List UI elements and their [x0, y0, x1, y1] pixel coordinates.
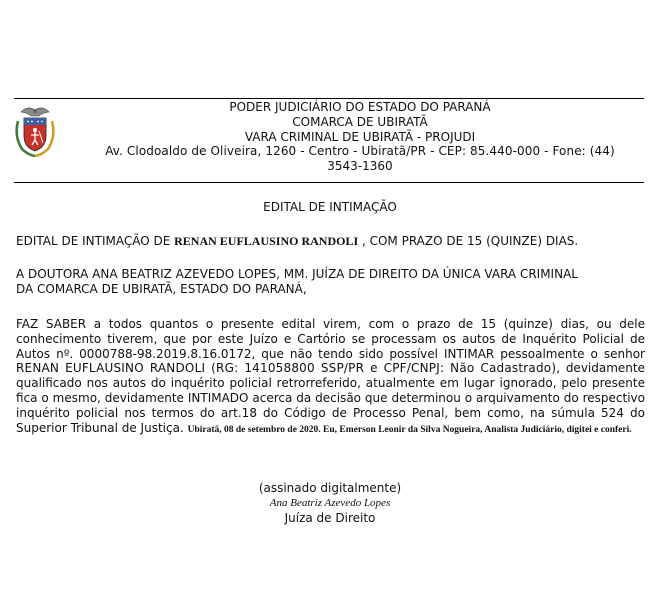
header-line-1: PODER JUDICIÁRIO DO ESTADO DO PARANÁ [229, 100, 491, 114]
intro-suffix: , COM PRAZO DE 15 (QUINZE) DIAS. [358, 234, 579, 248]
signature-role: Juíza de Direito [284, 511, 376, 525]
party-identification: RENAN EUFLAUSINO RANDOLI (RG: 141058800 SSP/PR e CPF/CNPJ: Não Cadastrado) [16, 361, 557, 376]
intro-name: RENAN EUFLAUSINO RANDOLI [174, 234, 359, 248]
signature-name: Ana Beatriz Azevedo Lopes [269, 497, 391, 509]
document-title: EDITAL DE INTIMAÇÃO [263, 200, 397, 214]
intro-paragraph [16, 234, 645, 249]
header-address-line-2: 3543-1360 [327, 159, 393, 174]
header-line-3: VARA CRIMINAL DE UBIRATÃ - PROJUDI [244, 129, 476, 144]
court-header [60, 100, 660, 174]
header-line-2: COMARCA DE UBIRATÃ [292, 114, 428, 129]
header-top-rule [14, 98, 644, 99]
header-bottom-rule [14, 182, 644, 183]
body-text-1: FAZ SABER a todos quantos o presente edital virem, com o prazo de 15 (quinze) dias, ou dele conhecimento tiverem, que por este Juízo e Cartório se processam os autos de Inquérito Policial de Autos nº. 0000788-98.2019.8.16.0172, que não tendo sido possível INTIMAR pessoalmente o senhor [16, 317, 645, 361]
closing-statement: Ubiratã, 08 de setembro de 2020. Eu, Emerson Leonir da Silva Nogueira, Analista Judiciário, digitei e conferi. [187, 424, 632, 435]
header-address-line-1: Av. Clodoaldo de Oliveira, 1260 - Centro - Ubiratã/PR - CEP: 85.440-000 - Fone: (44) [105, 144, 615, 159]
parana-coat-of-arms-icon [12, 103, 58, 159]
authority-line-2: DA COMARCA DE UBIRATÃ, ESTADO DO PARANÁ, [16, 281, 307, 296]
signature-block [0, 481, 660, 526]
authority-line-1: A DOUTORA ANA BEATRIZ AZEVEDO LOPES, MM. JUÍZA DE DIREITO DA ÚNICA VARA CRIMINAL [16, 267, 578, 281]
body-text-2: , devidamente qualificado nos autos do inquérito policial retrorreferido, atualmente em lugar ignorado, pelo presente fica o mesmo, devidamente INTIMADO acerca da decisão que determinou o arquivamento do respectivo inquérito policial nos termos do art.18 do Código de Processo Penal, bem como, na súmula 524 do Superior Tribunal de Justiça. [16, 361, 645, 435]
signature-note: (assinado digitalmente) [258, 481, 402, 495]
intro-prefix: EDITAL DE INTIMAÇÃO DE [16, 234, 175, 248]
authority-paragraph [16, 267, 645, 297]
body-paragraph [16, 317, 645, 437]
